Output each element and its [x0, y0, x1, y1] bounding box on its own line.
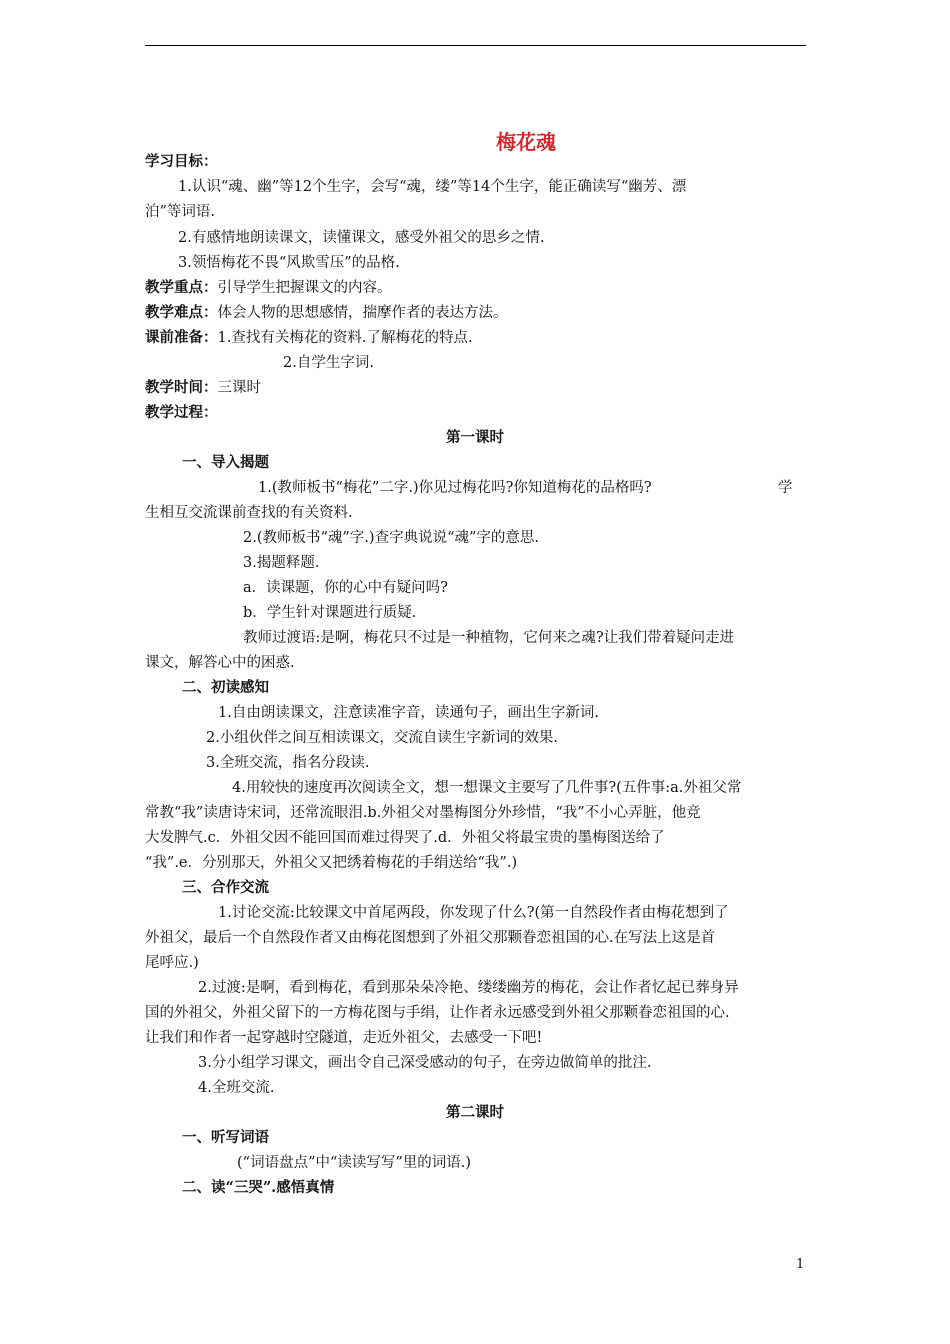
lesson1-sec1-line: 3.揭题释题.	[243, 555, 320, 571]
preparation-label: 课前准备：	[145, 329, 218, 346]
lesson1-sec1-line: 教师过渡语:是啊，梅花只不过是一种植物，它何来之魂?让我们带着疑问走进	[243, 630, 735, 646]
lesson1-sec2-line: “我”.e．分别那天，外祖父又把绣着梅花的手绢送给“我”.)	[145, 855, 518, 871]
lesson2-sec1-line: (“词语盘点”中“读读写写”里的词语.)	[237, 1155, 472, 1171]
lesson2-title: 第二课时	[446, 1104, 504, 1121]
preparation-item-2: 2.自学生字词.	[283, 355, 374, 371]
lesson1-sec3-line: 让我们和作者一起穿越时空隧道，走近外祖父，去感受一下吧!	[145, 1030, 543, 1046]
document-title: 梅花魂	[496, 130, 556, 154]
lesson1-sec2-line: 2.小组伙伴之间互相读课文，交流自读生字新词的效果.	[206, 730, 558, 746]
lesson2-sec1-heading: 一、听写词语	[182, 1129, 269, 1146]
process-label: 教学过程：	[145, 404, 218, 421]
lesson1-sec1-line: 学	[778, 480, 793, 496]
lesson1-sec2-line: 常教“我”读唐诗宋词，还常流眼泪.b.外祖父对墨梅图分外珍惜，“我”不小心弄脏，他竞	[145, 805, 701, 821]
lesson1-sec3-heading: 三、合作交流	[182, 879, 269, 896]
teaching-time	[145, 378, 261, 398]
objectives-heading: 学习目标：	[145, 153, 218, 170]
time-label: 教学时间：	[145, 379, 218, 396]
lesson1-sec3-line: 外祖父，最后一个自然段作者又由梅花图想到了外祖父那颗眷恋祖国的心.在写法上这是首	[145, 930, 716, 946]
header-rule	[145, 45, 806, 46]
lesson1-sec1-line: 1.(教师板书“梅花”二字.)你见过梅花吗?你知道梅花的品格吗?	[258, 480, 652, 496]
difficulty-label: 教学难点：	[145, 304, 218, 321]
lesson1-sec3-line: 尾呼应.)	[145, 955, 199, 971]
lesson1-sec2-line: 1.自由朗读课文，注意读准字音，读通句子，画出生字新词.	[218, 705, 599, 721]
lesson1-sec2-line: 大发脾气.c．外祖父因不能回国而难过得哭了.d．外祖父将最宝贵的墨梅图送给了	[145, 830, 665, 846]
preparation-item-1: 1.查找有关梅花的资料.了解梅花的特点.	[217, 330, 473, 346]
objective-line-3: 3.领悟梅花不畏“风欺雪压”的品格.	[178, 255, 400, 271]
objective-line-1: 1.认识“魂、幽”等12个生字，会写“魂，缕”等14个生字，能正确读写“幽芳、漂	[178, 179, 687, 195]
lesson1-sec3-line: 4.全班交流.	[198, 1080, 275, 1096]
preparation	[145, 328, 473, 348]
objective-line-2: 2.有感情地朗读课文，读懂课文，感受外祖父的思乡之情.	[178, 230, 545, 246]
lesson1-sec3-line: 国的外祖父，外祖父留下的一方梅花图与手绢，让作者永远感受到外祖父那颗眷恋祖国的心.	[145, 1005, 730, 1021]
page-number: 1	[796, 1257, 805, 1272]
lesson1-sec3-line: 3.分小组学习课文，画出令自己深受感动的句子，在旁边做简单的批注.	[198, 1055, 652, 1071]
lesson1-sec2-heading: 二、初读感知	[182, 679, 269, 696]
lesson2-sec2-heading: 二、读“三哭”.感悟真情	[182, 1179, 335, 1196]
lesson1-sec1-line: 课文，解答心中的困惑.	[145, 655, 295, 671]
key-point	[145, 278, 392, 298]
objective-line-1-cont: 泊”等词语.	[145, 204, 216, 220]
lesson1-sec2-line: 4.用较快的速度再次阅读全文，想一想课文主要写了几件事?(五件事:a.外祖父常	[232, 780, 742, 796]
difficulty	[145, 303, 508, 323]
difficulty-text: 体会人物的思想感情，揣摩作者的表达方法。	[217, 305, 508, 321]
key-point-text: 引导学生把握课文的内容。	[217, 280, 392, 296]
lesson1-sec1-line: a．读课题，你的心中有疑问吗?	[243, 580, 448, 596]
lesson1-sec1-line: 生相互交流课前查找的有关资料.	[145, 505, 353, 521]
lesson1-sec1-heading: 一、导入揭题	[182, 454, 269, 471]
lesson1-sec1-line: 2.(教师板书“魂”字.)查字典说说“魂”字的意思.	[243, 530, 540, 546]
lesson1-sec3-line: 2.过渡:是啊，看到梅花，看到那朵朵冷艳、缕缕幽芳的梅花，会让作者忆起已葬身异	[198, 980, 739, 996]
lesson1-sec2-line: 3.全班交流，指名分段读.	[206, 755, 370, 771]
key-point-label: 教学重点：	[145, 279, 218, 296]
lesson1-title: 第一课时	[446, 429, 504, 446]
lesson1-sec3-line: 1.讨论交流:比较课文中首尾两段，你发现了什么?(第一自然段作者由梅花想到了	[218, 905, 729, 921]
lesson1-sec1-line: b．学生针对课题进行质疑.	[243, 605, 417, 621]
time-text: 三课时	[217, 380, 261, 396]
